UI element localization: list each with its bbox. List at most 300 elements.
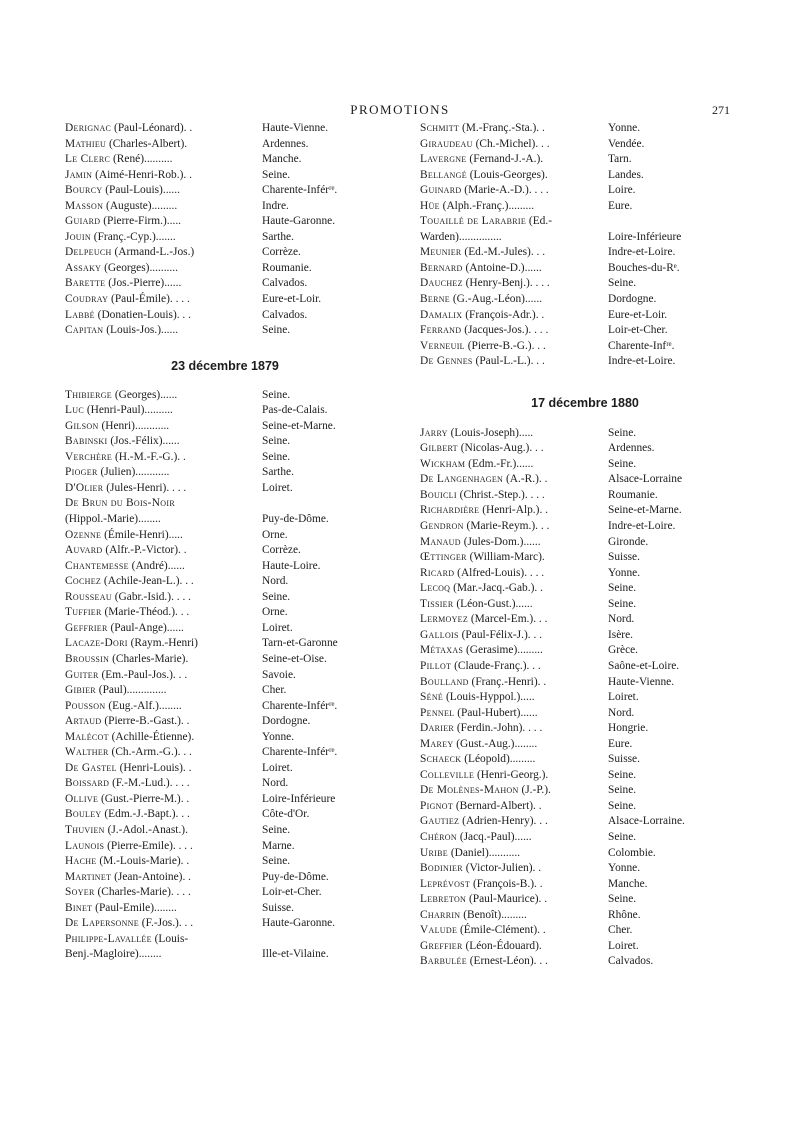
entry-name xyxy=(420,137,608,153)
department: Loire-Inférieure xyxy=(608,230,682,243)
given-names: (Gust.-Aug.)........ xyxy=(456,737,538,750)
surname: Broussin xyxy=(65,652,110,665)
surname: Boissard xyxy=(65,777,110,790)
entry-name xyxy=(420,768,608,784)
surname: Hache xyxy=(65,855,97,868)
given-names: (Paul-Félix-J.). . . xyxy=(461,628,542,641)
given-names: (Jos.-Félix)...... xyxy=(110,435,180,448)
entry-row xyxy=(65,714,385,730)
entry-row xyxy=(420,877,750,893)
entry-name xyxy=(420,339,608,355)
department: Loiret. xyxy=(262,481,293,494)
entry-name xyxy=(420,261,608,277)
entry-name xyxy=(65,261,262,277)
entry-row xyxy=(420,721,750,737)
entry-row xyxy=(420,519,750,535)
surname: Uribe xyxy=(420,846,448,859)
surname: Le Clerc xyxy=(65,153,111,166)
surname: Bellangé xyxy=(420,168,467,181)
department: Yonne. xyxy=(608,122,641,134)
given-names: (Donatien-Louis). . . xyxy=(97,308,191,321)
surname: Meunier xyxy=(420,246,462,259)
department: Landes. xyxy=(608,168,644,181)
given-names: (Léopold)......... xyxy=(464,753,536,766)
department: Cher. xyxy=(262,684,287,697)
entry-name xyxy=(420,519,608,535)
given-names: (Paul-Louis)...... xyxy=(105,184,180,197)
entry-name xyxy=(65,854,262,870)
entry-row xyxy=(420,137,750,153)
entry-name xyxy=(420,168,608,184)
date-heading-1880: 17 décembre 1880 xyxy=(531,395,639,410)
given-names: (J.-P.). xyxy=(521,784,551,797)
given-names: (Julien)............ xyxy=(100,466,170,479)
entry-name xyxy=(65,465,262,481)
entry-name xyxy=(65,528,262,544)
surname: Geffrier xyxy=(65,621,108,634)
department: Charente-Infʳᵉ. xyxy=(608,339,675,352)
surname: Ferrand xyxy=(420,324,462,337)
entry-row xyxy=(65,652,385,668)
entry-name xyxy=(65,403,262,419)
entry-name xyxy=(65,388,262,404)
surname: Soyer xyxy=(65,886,95,899)
given-names: (G.-Aug.-Léon)...... xyxy=(452,293,543,306)
entry-name xyxy=(65,183,262,199)
entry-row xyxy=(65,839,385,855)
surname: Lermoyez xyxy=(420,613,469,626)
entry-name xyxy=(420,472,608,488)
entry-row xyxy=(65,137,385,153)
entry-name xyxy=(65,214,262,230)
department: Manche. xyxy=(262,153,302,166)
entry-row xyxy=(420,737,750,753)
given-names: (Achile-Jean-L.). . . xyxy=(103,575,194,588)
given-names: (Aimé-Henri-Rob.). . xyxy=(95,168,192,181)
entry-name xyxy=(420,550,608,566)
given-names: (Henri-Georg.). xyxy=(477,768,549,781)
given-names: (F.-M.-Lud.). . . . xyxy=(112,777,190,790)
given-names: (Alfr.-P.-Victor). . xyxy=(105,544,187,557)
given-names: (Jules-Dom.)...... xyxy=(463,535,541,548)
given-names: (Ed.- xyxy=(528,215,552,228)
given-names: (Alfred-Louis). . . . xyxy=(457,566,545,579)
surname: Verneuil xyxy=(420,339,465,352)
department: Seine. xyxy=(262,855,291,868)
entry-name xyxy=(420,861,608,877)
department: Eure. xyxy=(608,737,633,750)
entry-row xyxy=(420,908,750,924)
surname: Martinet xyxy=(65,870,112,883)
entry-row xyxy=(420,581,750,597)
entry-name xyxy=(420,877,608,893)
entry-name xyxy=(65,292,262,308)
entry-name xyxy=(65,199,262,215)
entry-row xyxy=(420,861,750,877)
entry-name xyxy=(65,916,262,932)
entry-row xyxy=(420,276,750,292)
entry-row xyxy=(65,121,385,137)
entry-row xyxy=(420,323,750,339)
given-names: (Gerasime)......... xyxy=(466,644,543,657)
given-names: (Ch.-Arm.-G.). . . xyxy=(111,746,192,759)
promotion-list-1880 xyxy=(420,426,750,970)
entry-name xyxy=(420,923,608,939)
entry-row xyxy=(65,683,385,699)
given-names: (Léon-Édouard). xyxy=(465,939,542,952)
given-names: (Alph.-Franç.)......... xyxy=(442,199,535,212)
entry-name xyxy=(65,590,262,606)
surname: Chantemesse xyxy=(65,559,129,572)
department: Ille-et-Vilaine. xyxy=(262,948,329,961)
department: Sarthe. xyxy=(262,466,294,479)
promotion-list-1879-continued xyxy=(420,121,750,370)
department: Seine. xyxy=(608,457,637,470)
entry-row xyxy=(420,846,750,862)
entry-row xyxy=(420,659,750,675)
entry-row xyxy=(65,230,385,246)
entry-row xyxy=(420,768,750,784)
given-names: (Henri-Louis). . xyxy=(119,761,192,774)
entry-row xyxy=(420,706,750,722)
department: Loiret. xyxy=(262,621,293,634)
department: Calvados. xyxy=(262,308,308,321)
entry-name xyxy=(65,699,262,715)
entry-name xyxy=(420,643,608,659)
given-names: (Achille-Étienne). xyxy=(111,730,195,743)
surname: Richardière xyxy=(420,504,480,517)
entry-name xyxy=(65,745,262,761)
entry-name xyxy=(420,706,608,722)
entry-row xyxy=(420,830,750,846)
given-names: (Armand-L.-Jos.) xyxy=(114,246,195,259)
given-names: (Eug.-Alf.)........ xyxy=(108,699,182,712)
given-names: (William-Marc). xyxy=(469,551,545,564)
surname: De Gastel xyxy=(65,761,117,774)
given-names: (Ernest-Léon). . . xyxy=(469,955,548,968)
department: Eure-et-Loir. xyxy=(262,293,322,306)
left-column xyxy=(65,121,385,963)
department: Seine. xyxy=(608,597,637,610)
page-number: 271 xyxy=(712,103,730,117)
entry-name xyxy=(65,947,262,963)
entry-row xyxy=(420,214,750,230)
entry-name xyxy=(65,559,262,575)
entry-name xyxy=(420,152,608,168)
entry-name xyxy=(420,503,608,519)
surname: Damalix xyxy=(420,308,463,321)
given-names: (Ferdin.-John). . . . xyxy=(456,722,543,735)
entry-name xyxy=(420,846,608,862)
entry-row xyxy=(420,488,750,504)
entry-row xyxy=(65,574,385,590)
surname: Artaud xyxy=(65,715,102,728)
entry-name xyxy=(420,597,608,613)
surname: De Gennes xyxy=(420,355,473,368)
entry-name xyxy=(65,434,262,450)
surname: Lavergne xyxy=(420,153,467,166)
given-names: (Georges)...... xyxy=(114,388,178,401)
entry-name xyxy=(420,799,608,815)
surname: Auvard xyxy=(65,544,103,557)
surname: Delpeuch xyxy=(65,246,112,259)
entry-name xyxy=(65,419,262,435)
department: Haute-Vienne. xyxy=(608,675,675,688)
entry-name xyxy=(65,450,262,466)
department: Haute-Vienne. xyxy=(262,122,329,134)
given-names: (Mar.-Jacq.-Gab.). . xyxy=(453,582,543,595)
entry-row xyxy=(420,550,750,566)
entry-row xyxy=(65,403,385,419)
entry-row xyxy=(420,183,750,199)
given-names: (Paul).............. xyxy=(98,684,167,697)
department: Seine. xyxy=(262,324,291,337)
surname: Lebreton xyxy=(420,893,467,906)
entry-row xyxy=(65,261,385,277)
entry-name xyxy=(420,908,608,924)
entry-row xyxy=(420,535,750,551)
entry-row xyxy=(65,745,385,761)
entry-name xyxy=(65,870,262,886)
entry-row xyxy=(420,939,750,955)
department: Eure. xyxy=(608,199,633,212)
department: Charente-Inférʳᵉ. xyxy=(262,699,338,712)
entry-row xyxy=(65,823,385,839)
department xyxy=(262,496,385,512)
entry-name xyxy=(65,792,262,808)
given-names: (Hippol.-Marie)........ xyxy=(65,513,161,526)
surname: Barette xyxy=(65,277,106,290)
entry-row xyxy=(65,434,385,450)
department: Puy-de-Dôme. xyxy=(262,870,329,883)
entry-name xyxy=(420,581,608,597)
given-names: (J.-Adol.-Anast.). xyxy=(107,823,188,836)
entry-row xyxy=(65,621,385,637)
department: Calvados. xyxy=(608,955,654,968)
entry-name xyxy=(65,245,262,261)
department xyxy=(262,932,385,948)
surname: Lacaze-Dori xyxy=(65,637,128,650)
department: Cher. xyxy=(608,924,633,937)
entry-name xyxy=(65,636,262,652)
given-names: (Bernard-Albert). . xyxy=(455,799,542,812)
department: Indre-et-Loire. xyxy=(608,520,676,533)
department xyxy=(608,214,750,230)
entry-row xyxy=(65,183,385,199)
given-names: (Paul-Emile)........ xyxy=(95,901,177,914)
given-names: (Paul-L.-L.). . . xyxy=(475,355,545,368)
entry-name xyxy=(65,730,262,746)
department: Seine-et-Oise. xyxy=(262,652,327,665)
entry-row xyxy=(420,566,750,582)
given-names: (François-B.). . xyxy=(472,877,543,890)
department: Seine-et-Marne. xyxy=(262,419,336,432)
surname: Labbé xyxy=(65,308,95,321)
entry-row xyxy=(65,807,385,823)
entry-row xyxy=(65,276,385,292)
given-names: (Edm.-Fr.)...... xyxy=(468,457,534,470)
given-names: (Claude-Franç.). . . xyxy=(454,659,541,672)
surname: Ollive xyxy=(65,792,99,805)
surname: Bodinier xyxy=(420,862,463,875)
department: Vendée. xyxy=(608,137,645,150)
department: Tarn-et-Garonne xyxy=(262,637,338,650)
department: Nord. xyxy=(608,613,635,626)
entry-name xyxy=(420,214,608,230)
entry-name xyxy=(65,543,262,559)
entry-name xyxy=(420,354,608,370)
entry-name xyxy=(65,276,262,292)
entry-name xyxy=(65,574,262,590)
surname: Gautiez xyxy=(420,815,460,828)
given-names: (Paul-Hubert)...... xyxy=(457,706,538,719)
entry-name xyxy=(420,737,608,753)
department: Côte-d'Or. xyxy=(262,808,310,821)
promotion-list-1878 xyxy=(65,121,385,339)
right-column xyxy=(420,121,750,970)
given-names: (Benoît)......... xyxy=(463,908,527,921)
entry-row xyxy=(420,503,750,519)
department: Seine. xyxy=(608,768,637,781)
entry-row xyxy=(420,457,750,473)
department: Haute-Garonne. xyxy=(262,917,336,930)
surname: Charrin xyxy=(420,908,461,921)
surname: Giraudeau xyxy=(420,137,473,150)
running-title: PROMOTIONS xyxy=(350,102,450,117)
given-names: (Daniel)........... xyxy=(450,846,521,859)
department: Indre. xyxy=(262,199,289,212)
department: Grèce. xyxy=(608,644,639,657)
given-names: (M.-Franç.-Sta.). . xyxy=(461,122,545,134)
entry-row xyxy=(420,472,750,488)
given-names: (Henri-Paul).......... xyxy=(86,404,173,417)
department: Alsace-Lorraine xyxy=(608,473,682,486)
entry-row xyxy=(420,612,750,628)
entry-row xyxy=(420,892,750,908)
department: Haute-Garonne. xyxy=(262,215,336,228)
given-names: (Ed.-M.-Jules). . . xyxy=(464,246,546,259)
entry-name xyxy=(65,901,262,917)
entry-row xyxy=(420,261,750,277)
entry-name xyxy=(420,488,608,504)
surname: Guinard xyxy=(420,184,462,197)
entry-row xyxy=(420,675,750,691)
department: Haute-Loire. xyxy=(262,559,321,572)
entry-row xyxy=(65,559,385,575)
entry-row xyxy=(420,230,750,246)
department: Indre-et-Loire. xyxy=(608,246,676,259)
entry-name xyxy=(420,892,608,908)
entry-row xyxy=(420,690,750,706)
given-names: (Louis-Hyppol.)..... xyxy=(445,691,535,704)
promotion-list-1879 xyxy=(65,388,385,963)
department: Sarthe. xyxy=(262,230,294,243)
given-names: (Paul-Léonard). . xyxy=(114,122,193,134)
entry-row xyxy=(420,339,750,355)
entry-row xyxy=(65,776,385,792)
entry-row xyxy=(65,388,385,404)
department: Ardennes. xyxy=(608,442,655,455)
entry-row xyxy=(65,152,385,168)
entry-row xyxy=(420,308,750,324)
entry-row xyxy=(420,426,750,442)
entry-row xyxy=(420,814,750,830)
surname: Bourcy xyxy=(65,184,103,197)
given-names: (Nicolas-Aug.). . . xyxy=(460,442,544,455)
department: Nord. xyxy=(262,777,289,790)
surname: Hüe xyxy=(420,199,440,212)
department: Suisse. xyxy=(608,753,640,766)
department: Manche. xyxy=(608,877,648,890)
entry-row xyxy=(65,528,385,544)
given-names: (Louis-Georges). xyxy=(469,168,548,181)
department: Yonne. xyxy=(608,566,641,579)
entry-name xyxy=(65,823,262,839)
surname: Valude xyxy=(420,924,458,937)
surname: De Lapersonne xyxy=(65,917,139,930)
given-names: (Fernand-J.-A.). xyxy=(469,153,544,166)
given-names: Benj.-Magloire)........ xyxy=(65,948,162,961)
department: Nord. xyxy=(608,706,635,719)
entry-name xyxy=(65,932,262,948)
department: Roumanie. xyxy=(608,488,658,501)
surname: Malécot xyxy=(65,730,109,743)
given-names: (François-Adr.). . xyxy=(465,308,545,321)
given-names: (Adrien-Henry). . . xyxy=(462,815,548,828)
surname: Lecoq xyxy=(420,582,451,595)
given-names: (M.-Louis-Marie). . xyxy=(99,855,190,868)
entry-row xyxy=(65,308,385,324)
entry-name xyxy=(65,496,262,512)
entry-name xyxy=(420,292,608,308)
given-names: (Pierre-Firm.)..... xyxy=(103,215,182,228)
department: Charente-Inférʳᵉ. xyxy=(262,746,338,759)
entry-row xyxy=(420,441,750,457)
given-names: (Louis- xyxy=(154,932,189,945)
entry-row xyxy=(420,121,750,137)
given-names: (Ch.-Michel). . . xyxy=(475,137,550,150)
surname: Walther xyxy=(65,746,109,759)
surname: Séné xyxy=(420,691,444,704)
surname: Jamin xyxy=(65,168,93,181)
entry-name xyxy=(420,612,608,628)
entry-row xyxy=(65,590,385,606)
given-names: (Marcel-Em.). . . xyxy=(470,613,548,626)
department: Loire-Inférieure xyxy=(262,792,336,805)
given-names: (Gabr.-Isid.). . . . xyxy=(114,590,192,603)
entry-row xyxy=(65,245,385,261)
entry-name xyxy=(65,652,262,668)
surname: Bernard xyxy=(420,261,463,274)
entry-row xyxy=(65,199,385,215)
surname: Masson xyxy=(65,199,104,212)
entry-name xyxy=(420,199,608,215)
entry-row xyxy=(65,901,385,917)
entry-name xyxy=(65,761,262,777)
surname: Thibierge xyxy=(65,388,112,401)
entry-row xyxy=(65,885,385,901)
given-names: (Raym.-Henri) xyxy=(130,637,198,650)
department: Savoie. xyxy=(262,668,296,681)
department: Indre-et-Loire. xyxy=(608,355,676,368)
entry-name xyxy=(65,683,262,699)
department: Rhône. xyxy=(608,908,641,921)
given-names: (Em.-Paul-Jos.). . . xyxy=(101,668,188,681)
given-names: (Pierre-B.-Gast.). . xyxy=(104,715,190,728)
given-names: (Georges).......... xyxy=(104,261,178,274)
entry-row xyxy=(65,543,385,559)
entry-row xyxy=(65,854,385,870)
